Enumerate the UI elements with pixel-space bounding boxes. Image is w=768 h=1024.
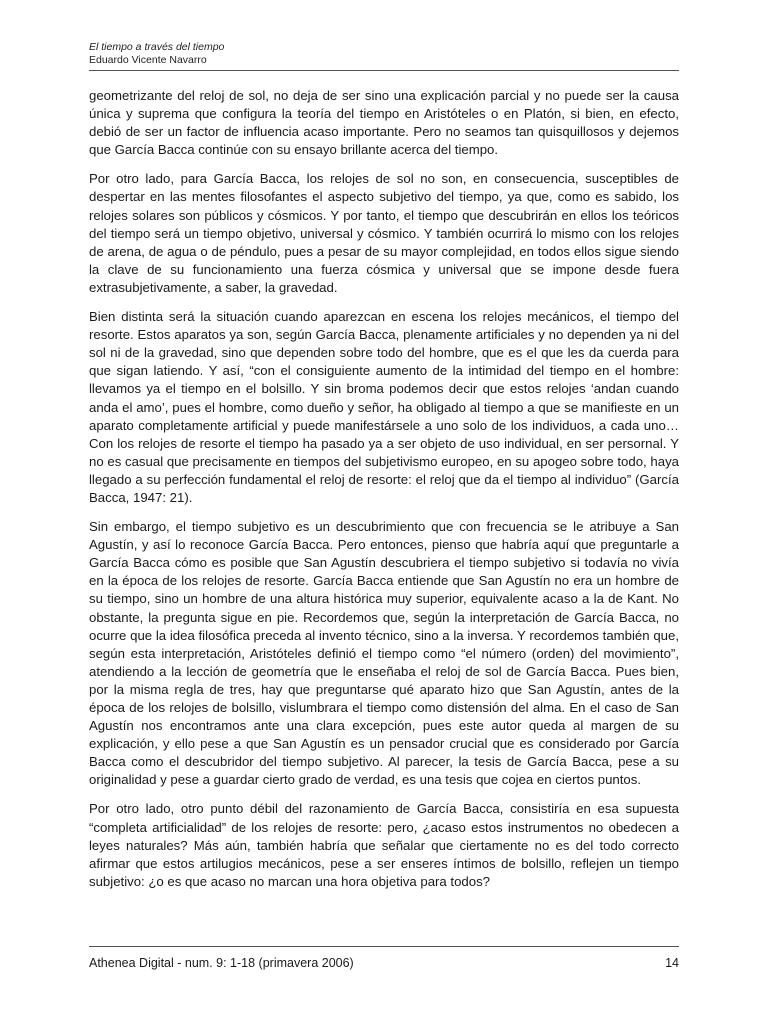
paragraph: Por otro lado, otro punto débil del razonamiento de García Bacca, consistiría en esa supuesta “completa artificialidad” de los relojes de resorte: pero, ¿acaso estos instrumentos no obedecen a leyes naturales? Más aún, también habría que señalar que ciertamente no es del todo correcto afirmar que estos artilugios mecánicos, pese a ser enseres íntimos de bolsillo, reflejen un tiempo subjetivo: ¿o es que acaso no marcan una hora objetiva para todos? <box>89 801 679 889</box>
body-text <box>89 87 679 902</box>
page-number: 14 <box>665 956 679 970</box>
header-author: Eduardo Vicente Navarro <box>89 54 207 66</box>
paragraph: geometrizante del reloj de sol, no deja de ser sino una explicación parcial y no puede ser la causa única y suprema que configura la teoría del tiempo en Aristóteles o en Platón, si bien, en efecto, debió de ser un factor de influencia acaso importante. Pero no seamos tan quisquillosos y dejemos que García Bacca continúe con su ensayo brillante acerca del tiempo. <box>89 88 679 158</box>
footer-rule <box>89 946 679 947</box>
paragraph: Bien distinta será la situación cuando aparezcan en escena los relojes mecánicos, el tiempo del resorte. Estos aparatos ya son, según García Bacca, plenamente artificiales y no dependen ya ni del sol ni de la gravedad, sino que dependen sobre todo del hombre, que es el que les da cuerda para que sigan latiendo. Y así, “con el consiguiente aumento de la intimidad del tiempo en el hombre: llevamos ya el tiempo en el bolsillo. Y sin broma podemos decir que estos relojes ‘andan cuando anda el amo’, pues el hombre, como dueño y señor, ha obligado al tiempo a que se manifieste en un aparato completamente artificial y puede manifestársele a uno solo de los individuos, a cada uno… Con los relojes de resorte el tiempo ha pasado ya a ser objeto de uso individual, en ser persornal. Y no es casual que precisamente en tiempos del subjetivismo europeo, en su apogeo sobre todo, haya llegado a su perfección fundamental el reloj de resorte: el reloj que da el tiempo al individuo” (García Bacca, 1947: 21). <box>89 309 679 505</box>
header-rule <box>89 70 679 71</box>
running-header <box>89 41 679 67</box>
header-title: El tiempo a través del tiempo <box>89 41 225 53</box>
footer-journal: Athenea Digital - num. 9: 1-18 (primavera 2006) <box>89 956 354 970</box>
paragraph: Sin embargo, el tiempo subjetivo es un descubrimiento que con frecuencia se le atribuye a San Agustín, y así lo reconoce García Bacca. Pero entonces, pienso que habría aquí que preguntarle a García Bacca cómo es posible que San Agustín descubriera el tiempo subjetivo si todavía no vivía en la época de los relojes de resorte. García Bacca entiende que San Agustín no era un hombre de su tiempo, sino un hombre de una altura histórica muy superior, equivalente acaso a la de Kant. No obstante, la pregunta sigue en pie. Recordemos que, según la interpretación de García Bacca, no ocurre que la idea filosófica preceda al invento técnico, sino a la inversa. Y recordemos también que, según esta interpretación, Aristóteles definió el tiempo como “el número (orden) del movimiento”, atendiendo a la lección de geometría que le enseñaba el reloj de sol de García Bacca. Pues bien, por la misma regla de tres, hay que preguntarse qué aparato hizo que San Agustín, antes de la época de los relojes de bolsillo, vislumbrara el tiempo como distensión del alma. En el caso de San Agustín nos encontramos ante una clara excepción, pues este autor queda al margen de su explicación, y ello pese a que San Agustín es un pensador crucial que es considerado por García Bacca como el descubridor del tiempo subjetivo. Al parecer, la tesis de García Bacca, pese a su originalidad y pese a guardar cierto grado de verdad, es una tesis que cojea en ciertos puntos. <box>89 519 679 788</box>
page-footer <box>89 955 679 971</box>
paragraph: Por otro lado, para García Bacca, los relojes de sol no son, en consecuencia, susceptibles de despertar en las mentes filosofantes el aspecto subjetivo del tiempo, ya que, como es sabido, los relojes solares son públicos y cósmicos. Y por tanto, el tiempo que descubrirán en ellos los teóricos del tiempo será un tiempo objetivo, universal y cósmico. Y también ocurrirá lo mismo con los relojes de arena, de agua o de péndulo, pues a pesar de su mayor complejidad, en todos ellos sigue siendo la clave de su funcionamiento una fuerza cósmica y universal que se impone desde fuera extrasubjetivamente, a saber, la gravedad. <box>89 171 679 295</box>
